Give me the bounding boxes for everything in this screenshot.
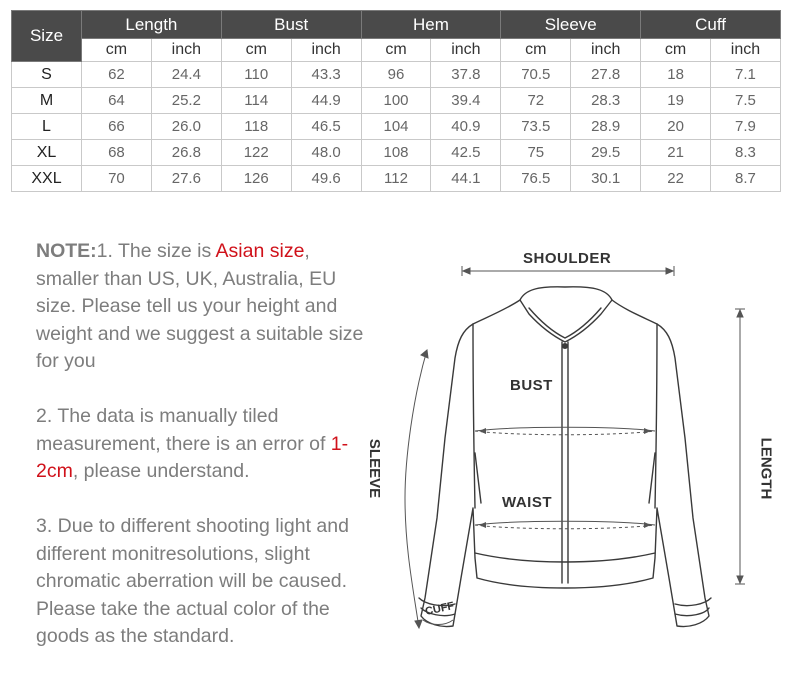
measurement-cell: 8.7 bbox=[711, 166, 781, 192]
measurement-cell: 39.4 bbox=[431, 88, 501, 114]
notes-section bbox=[36, 238, 366, 678]
measurement-cell: 42.5 bbox=[431, 140, 501, 166]
measurement-cell: 110 bbox=[221, 62, 291, 88]
group-header-cuff: Cuff bbox=[641, 11, 781, 39]
unit-inch: inch bbox=[711, 39, 781, 62]
unit-inch: inch bbox=[151, 39, 221, 62]
measurement-cell: 70 bbox=[82, 166, 152, 192]
size-cell: M bbox=[12, 88, 82, 114]
measurement-cell: 73.5 bbox=[501, 114, 571, 140]
measurement-cell: 7.1 bbox=[711, 62, 781, 88]
jacket-hem-band bbox=[475, 553, 655, 562]
measurement-cell: 48.0 bbox=[291, 140, 361, 166]
unit-cm: cm bbox=[641, 39, 711, 62]
unit-cm: cm bbox=[82, 39, 152, 62]
unit-inch: inch bbox=[571, 39, 641, 62]
group-header-row bbox=[12, 11, 781, 39]
jacket-left-pocket bbox=[475, 453, 481, 503]
note-1-text-b: , smaller than US, UK, Australia, EU size. Please tell us your height and weight and we suggest a suitable size for you bbox=[36, 240, 364, 372]
measurement-cell: 43.3 bbox=[291, 62, 361, 88]
note-2-text-b: , please understand. bbox=[72, 460, 250, 482]
jacket-collar-inner bbox=[529, 308, 601, 338]
jacket-left-armhole bbox=[473, 324, 475, 508]
measurement-cell: 7.9 bbox=[711, 114, 781, 140]
cuff-label: CUFF bbox=[424, 600, 456, 618]
bust-arrow bbox=[475, 427, 655, 431]
measurement-cell: 68 bbox=[82, 140, 152, 166]
measurement-cell: 28.9 bbox=[571, 114, 641, 140]
measurement-cell: 62 bbox=[82, 62, 152, 88]
sleeve-arrow bbox=[405, 350, 427, 628]
measurement-cell: 49.6 bbox=[291, 166, 361, 192]
measurement-cell: 126 bbox=[221, 166, 291, 192]
table-row bbox=[12, 140, 781, 166]
unit-cm: cm bbox=[221, 39, 291, 62]
measurement-cell: 40.9 bbox=[431, 114, 501, 140]
sleeve-label: SLEEVE bbox=[366, 438, 384, 499]
measurement-cell: 108 bbox=[361, 140, 431, 166]
measurement-cell: 8.3 bbox=[711, 140, 781, 166]
group-header-length: Length bbox=[82, 11, 222, 39]
size-table-body bbox=[12, 62, 781, 192]
jacket-right-pocket bbox=[649, 453, 655, 503]
table-row bbox=[12, 114, 781, 140]
measurement-cell: 18 bbox=[641, 62, 711, 88]
unit-cm: cm bbox=[361, 39, 431, 62]
note-1 bbox=[36, 238, 366, 376]
measurement-cell: 37.8 bbox=[431, 62, 501, 88]
measurement-cell: 29.5 bbox=[571, 140, 641, 166]
measurement-cell: 118 bbox=[221, 114, 291, 140]
table-row bbox=[12, 166, 781, 192]
measurement-cell: 25.2 bbox=[151, 88, 221, 114]
measurement-cell: 114 bbox=[221, 88, 291, 114]
unit-cm: cm bbox=[501, 39, 571, 62]
note-1-text-a: 1. The size is bbox=[96, 240, 216, 262]
note-2-text-a: 2. The data is manually tiled measurement, there is an error of bbox=[36, 405, 331, 455]
size-cell: XL bbox=[12, 140, 82, 166]
note-3: 3. Due to different shooting light and different monitresolutions, slight chromatic aberration will be caused. Please take the actual color of the goods as the standard. bbox=[36, 515, 349, 647]
measurement-cell: 26.0 bbox=[151, 114, 221, 140]
length-label: LENGTH bbox=[757, 437, 775, 500]
measurement-cell: 122 bbox=[221, 140, 291, 166]
group-header-sleeve: Sleeve bbox=[501, 11, 641, 39]
table-row bbox=[12, 62, 781, 88]
measurement-cell: 28.3 bbox=[571, 88, 641, 114]
zipper-pull bbox=[562, 343, 568, 349]
note-2-highlight: 1-2cm bbox=[36, 432, 349, 482]
measurement-cell: 22 bbox=[641, 166, 711, 192]
size-cell: XXL bbox=[12, 166, 82, 192]
table-row bbox=[12, 88, 781, 114]
measurement-cell: 104 bbox=[361, 114, 431, 140]
measurement-cell: 66 bbox=[82, 114, 152, 140]
note-label: NOTE: bbox=[36, 240, 97, 262]
unit-inch: inch bbox=[431, 39, 501, 62]
group-header-bust: Bust bbox=[221, 11, 361, 39]
unit-inch: inch bbox=[291, 39, 361, 62]
measurement-cell: 100 bbox=[361, 88, 431, 114]
jacket-collar bbox=[520, 287, 612, 342]
measurement-cell: 46.5 bbox=[291, 114, 361, 140]
measurement-cell: 7.5 bbox=[711, 88, 781, 114]
measurement-cell: 96 bbox=[361, 62, 431, 88]
waist-arrow bbox=[475, 521, 655, 525]
measurement-cell: 24.4 bbox=[151, 62, 221, 88]
unit-header-row bbox=[12, 39, 781, 62]
measurement-cell: 72 bbox=[501, 88, 571, 114]
measurement-cell: 19 bbox=[641, 88, 711, 114]
note-2 bbox=[36, 403, 366, 486]
jacket-drawing bbox=[355, 238, 790, 658]
size-cell: S bbox=[12, 62, 82, 88]
cuff-arrow bbox=[423, 620, 453, 625]
measurement-cell: 75 bbox=[501, 140, 571, 166]
measurement-cell: 44.1 bbox=[431, 166, 501, 192]
size-cell: L bbox=[12, 114, 82, 140]
measurement-cell: 30.1 bbox=[571, 166, 641, 192]
jacket-right-armhole bbox=[655, 324, 657, 508]
measurement-cell: 27.8 bbox=[571, 62, 641, 88]
measurement-cell: 112 bbox=[361, 166, 431, 192]
measurement-cell: 64 bbox=[82, 88, 152, 114]
measurement-cell: 27.6 bbox=[151, 166, 221, 192]
bust-label: BUST bbox=[510, 377, 553, 394]
measurement-cell: 20 bbox=[641, 114, 711, 140]
jacket-diagram bbox=[355, 238, 790, 658]
measurement-cell: 70.5 bbox=[501, 62, 571, 88]
measurement-cell: 76.5 bbox=[501, 166, 571, 192]
measurement-cell: 21 bbox=[641, 140, 711, 166]
note-1-highlight: Asian size bbox=[215, 240, 305, 262]
size-header: Size bbox=[12, 11, 82, 62]
shoulder-label: SHOULDER bbox=[523, 250, 612, 267]
group-header-hem: Hem bbox=[361, 11, 501, 39]
size-chart-table bbox=[11, 10, 781, 192]
measurement-cell: 44.9 bbox=[291, 88, 361, 114]
waist-label: WAIST bbox=[502, 494, 552, 511]
measurement-cell: 26.8 bbox=[151, 140, 221, 166]
